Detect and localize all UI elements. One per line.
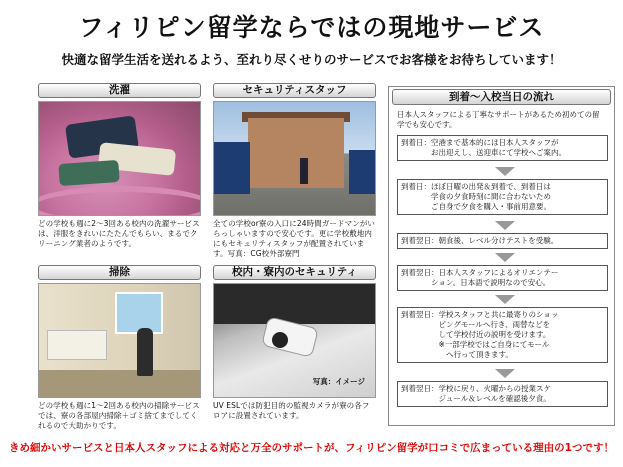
- arrival-flow-panel: [388, 86, 615, 426]
- page-title: フィリピン留学ならではの現地サービス: [78, 13, 545, 42]
- card-description: UV ESLでは防犯目的の監視カメラが寮の各フロアに設置されています。: [213, 401, 370, 420]
- card-security-staff: [213, 83, 376, 259]
- card-description: どの学校も週に2〜3回ある校内の洗濯サービスは、洋服をきれいにたたんでもらい、まるでクリーニング業者のようです。: [38, 219, 200, 248]
- down-arrow-icon: [495, 369, 515, 378]
- card-title: 洗濯: [38, 83, 201, 98]
- flow-title: 到着〜入校当日の流れ: [392, 89, 611, 105]
- card-title: 校内・寮内のセキュリティ: [213, 265, 376, 280]
- flow-step: 到着翌日：学校に戻り、火曜からの授業スケ ジュール＆レベルを確認後夕食。: [397, 381, 608, 407]
- down-arrow-icon: [495, 295, 515, 304]
- card-description: どの学校も週に1〜2回ある校内の掃除サービスでは、寮の各部屋内掃除＋ゴミ捨てまでしてくれるので大助かりです。: [38, 401, 200, 430]
- photo-caption: 写真：イメージ: [312, 377, 365, 386]
- card-cleaning: [38, 265, 201, 431]
- card-title: 掃除: [38, 265, 201, 280]
- flow-intro: 日本人スタッフによる丁寧なサポートがあるため初めての留学でも安心です。: [397, 110, 600, 129]
- security-camera-photo: [213, 283, 376, 398]
- flow-step: 到着翌日：日本人スタッフによるオリエンテー ション。日本語で説明なので安心。: [397, 265, 608, 291]
- room-cleaning-photo: [38, 283, 201, 398]
- dormitory-gate-photo: [213, 101, 376, 216]
- flow-step: 到着翌日：朝食後、レベル分けテストを受験。: [397, 233, 608, 249]
- flow-step: 到着翌日：学校スタッフと共に最寄りのショッ ピングモールへ行き、両替などを して学校付近の説明を受けます。 ※一部学校ではご自身にてモール へ行って頂きます。: [397, 307, 608, 363]
- laundry-basket-photo: [38, 101, 201, 216]
- card-title: セキュリティスタッフ: [213, 83, 376, 98]
- card-description: 全ての学校or寮の入口に24時間ガードマンがいらっしゃいますので安心です。更に学校敷地内にもセキュリティスタッフが配置されています。写真：CG校外部寮門: [213, 219, 376, 258]
- down-arrow-icon: [495, 167, 515, 176]
- flow-step: 到着日：ほぼ日曜の出発＆到着で、到着日は 学食の夕食時刻に間に合わないため ご自身で夕食を購入・事前用意要。: [397, 179, 608, 215]
- card-laundry: [38, 83, 201, 249]
- flow-step: 到着日：空港まで基本的には日本人スタッフが お出迎えし、送迎車にて学校へご案内。: [397, 135, 608, 161]
- footer-message: きめ細かいサービスと日本人スタッフによる対応と万全のサポートが、フィリピン留学が口コミで広まっている理由の1つです！: [9, 442, 614, 454]
- down-arrow-icon: [495, 253, 515, 262]
- card-campus-security: [213, 265, 376, 421]
- page-subtitle: 快適な留学生活を送れるよう、至れり尽くせりのサービスでお客様をお待ちしています！: [61, 52, 562, 67]
- down-arrow-icon: [495, 221, 515, 230]
